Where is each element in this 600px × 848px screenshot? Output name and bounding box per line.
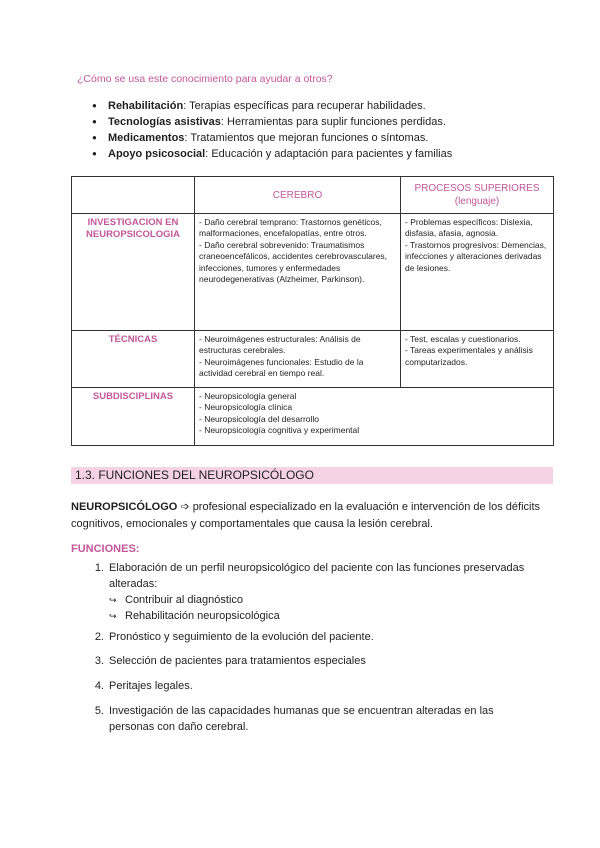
- item-number: 1.: [94, 562, 104, 574]
- sub-item: [88, 608, 538, 624]
- item-text: Selección de pacientes para tratamientos especiales: [109, 655, 366, 667]
- item-number: 2.: [94, 631, 104, 643]
- bullet-term: Apoyo psicosocial: [108, 148, 206, 160]
- bullet-item: [92, 98, 452, 114]
- row-label: SUBDISCIPLINAS: [72, 388, 195, 446]
- bullet-text: : Herramientas para suplir funciones perdidas.: [220, 116, 446, 128]
- bullet-term: Rehabilitación: [108, 100, 184, 112]
- cell-text: - Neuropsicología del desarrollo: [199, 413, 320, 424]
- section-title: 1.3. FUNCIONES DEL NEUROPSICÓLOGO: [71, 467, 553, 484]
- item-text: Peritajes legales.: [109, 680, 193, 692]
- bullet-item: [92, 130, 452, 146]
- procesos-cell: [401, 331, 554, 388]
- sub-item: [88, 592, 538, 608]
- list-item: [88, 653, 538, 669]
- definition-text: profesional especializado en la evaluación e intervención de los déficits cognitivos, emocionales y comportamentales que causa la lesión cerebral.: [71, 501, 541, 530]
- bullet-text: : Educación y adaptación para pacientes y familias: [205, 148, 453, 160]
- question-heading: ¿Cómo se usa este conocimiento para ayudar a otros?: [77, 73, 333, 85]
- cell-text: - Neuropsicología clínica: [199, 402, 293, 413]
- item-text: Elaboración de un perfil neuropsicológico del paciente con las funciones preservadas alteradas:: [109, 562, 525, 590]
- empty-header-cell: [72, 177, 195, 214]
- cell-text: - Neuroimágenes estructurales: Análisis de estructuras cerebrales.: [199, 334, 361, 356]
- header-procesos: PROCESOS SUPERIORES (lenguaje): [401, 177, 554, 214]
- arrow-icon: ↪: [109, 611, 117, 621]
- bullet-term: Tecnologías asistivas: [108, 116, 221, 128]
- cell-text: - Trastornos progresivos: Demencias, infecciones y alteraciones derivadas de lesiones.: [405, 239, 547, 273]
- cell-text: - Test, escalas y cuestionarios.: [405, 334, 521, 344]
- item-text: Investigación de las capacidades humanas que se encuentran alteradas en las personas con daño cerebral.: [109, 705, 494, 733]
- header-cerebro: CEREBRO: [195, 177, 401, 214]
- row-label: INVESTIGACION EN NEUROPSICOLOGIA: [72, 214, 195, 331]
- cell-text: - Neuroimágenes funcionales: Estudio de la actividad cerebral en tiempo real.: [199, 356, 364, 379]
- bullet-item: [92, 146, 452, 162]
- cell-text: - Daño cerebral sobrevenido: Traumatismos craneoencefálicos, accidentes cerebrovasculares, infecciones, tumores y enfermedades neurodegenerativas (Alzheimer, Parkinson).: [199, 239, 388, 285]
- functions-title: FUNCIONES:: [71, 543, 140, 555]
- neuropsychology-table: [71, 176, 554, 446]
- bullet-term: Medicamentos: [108, 132, 185, 144]
- item-text: Pronóstico y seguimiento de la evolución del paciente.: [109, 631, 374, 643]
- definition-term: NEUROPSICÓLOGO: [71, 501, 178, 513]
- item-number: 3.: [94, 655, 104, 667]
- cerebro-cell: [195, 331, 401, 388]
- cell-text: - Daño cerebral temprano: Trastornos genéticos, malformaciones, encefalopatías, entre otros.: [199, 217, 382, 239]
- table-row: [72, 388, 554, 446]
- table-header-row: [72, 177, 554, 214]
- list-item: [88, 629, 538, 645]
- list-item: [88, 560, 538, 624]
- list-item: [88, 703, 538, 735]
- table-row: [72, 331, 554, 388]
- cell-text: - Tareas experimentales y análisis computarizados.: [405, 345, 533, 367]
- bullet-list: [92, 98, 452, 162]
- subdisciplinas-cell: [195, 388, 554, 446]
- item-number: 5.: [94, 705, 104, 717]
- row-label: TÉCNICAS: [72, 331, 195, 388]
- sub-item-text: Rehabilitación neuropsicológica: [125, 610, 280, 622]
- cell-text: - Neuropsicología general: [199, 391, 297, 401]
- item-number: 4.: [94, 680, 104, 692]
- bullet-text: : Tratamientos que mejoran funciones o síntomas.: [184, 132, 429, 144]
- definition-paragraph: [71, 499, 541, 533]
- procesos-cell: [401, 214, 554, 331]
- list-item: [88, 678, 538, 694]
- cell-text: - Neuropsicología cognitiva y experimental: [199, 425, 360, 436]
- bullet-item: [92, 114, 452, 130]
- sub-item-text: Contribuir al diagnóstico: [125, 594, 244, 606]
- cerebro-cell: [195, 214, 401, 331]
- table-row: [72, 214, 554, 331]
- bullet-text: : Terapias específicas para recuperar habilidades.: [183, 100, 426, 112]
- arrow-icon: ↪: [109, 595, 117, 605]
- cell-text: - Problemas específicos: Dislexia, disfasia, afasia, agnosia.: [405, 217, 533, 239]
- arrow-icon: ➩: [177, 501, 193, 513]
